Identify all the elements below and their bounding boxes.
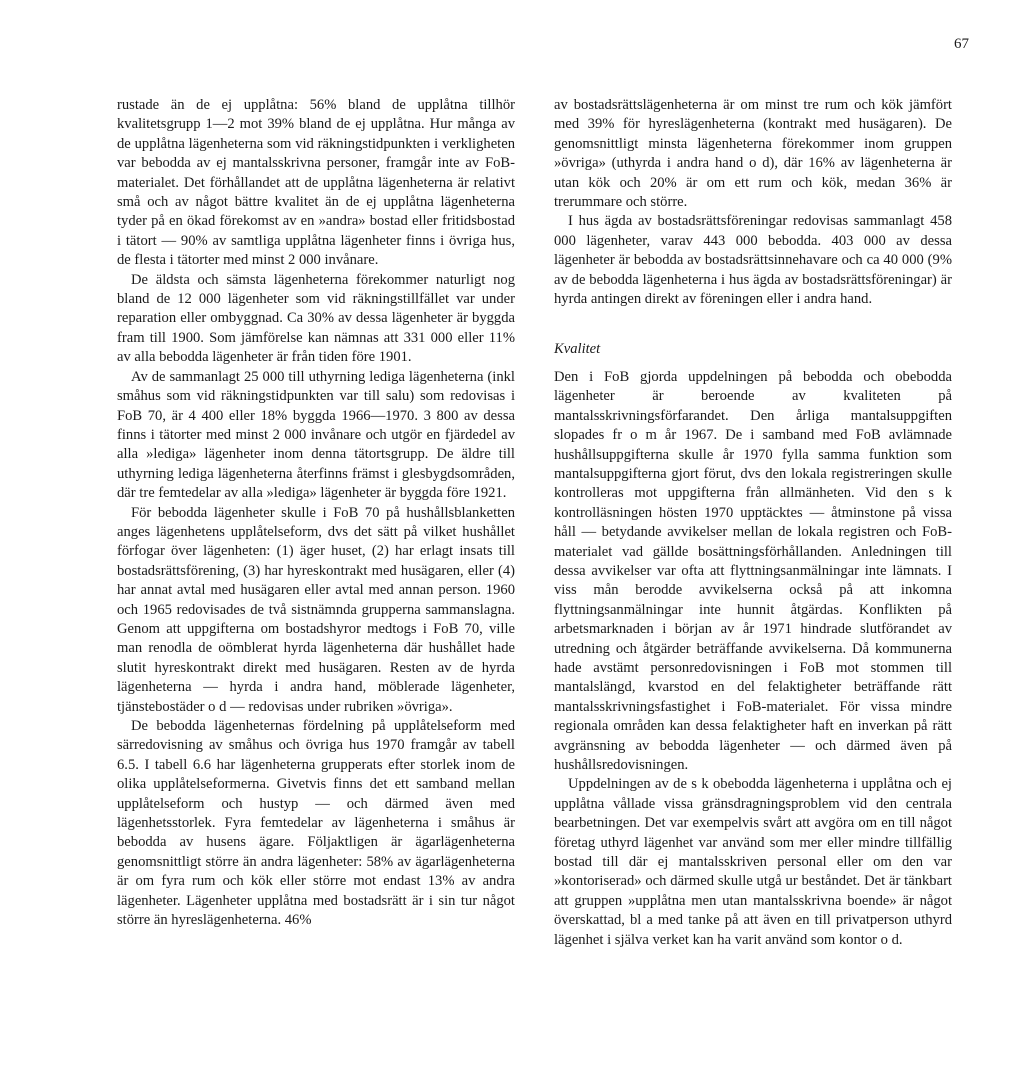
body-paragraph: av bostadsrättslägenheterna är om minst tre rum och kök jämfört med 39% för hyreslägenheterna (kontrakt med husägaren). De genomsnittligt minsta lägenheterna förekommer inom gruppen »övriga» (uthyrda i andra hand o d), där 16% av lägenheterna är utan kök och 20% är om ett rum och kök, medan 36% är trerummare och större.	[554, 97, 952, 211]
section-heading: Kvalitet	[554, 341, 601, 358]
right-column	[554, 96, 952, 950]
body-paragraph: De bebodda lägenheternas fördelning på upplåtelseform med särredovisning av småhus och övriga hus 1970 framgår av tabell 6.5. I tabell 6.6 har lägenheterna grupperats efter storlek inom de olika upplåtelseformerna. Givetvis finns det ett samband mellan upplåtelseform och hustyp — och därmed även med lägenhetsstorlek. Fyra femtedelar av lägenheterna i småhus är bebodda av husens ägare. Följaktligen är ägarlägenheterna genomsnittligt större än andra lägenheter: 58% av ägarlägenheterna är om fyra rum och kök eller större mot endast 13% av andra lägenheter. Lägenheter upplåtna med bostadsrätt är i sin tur något större än hyreslägenheterna. 46%	[117, 718, 515, 929]
body-paragraph: För bebodda lägenheter skulle i FoB 70 på hushållsblanketten anges lägenhetens upplåtelseform, dvs det sätt på vilket hushållet förfogar över lägenheten: (1) äger huset, (2) har erlagt insats till bostadsrättsförening, (3) har hyreskontrakt med husägaren, eller (4) har annat avtal med husägaren eller avtal med annan person. 1960 och 1965 redovisades de två sistnämnda grupperna sammanslagna. Genom att uppgifterna om bostadshyror medtogs i FoB 70, ville man renodla de oömblerat hyrda lägenheterna där hushållet hade slutit hyreskontrakt direkt med husägaren. Resten av de hyrda lägenheterna — hyrda i andra hand, möblerade lägenheter, tjänstebostäder o d — redovisas under rubriken »övriga».	[117, 504, 515, 715]
body-paragraph: Uppdelningen av de s k obebodda lägenheterna i upplåtna och ej upplåtna vållade vissa gränsdragningsproblem vid den centrala bearbetningen. Det var exempelvis svårt att avgöra om en till något företag uthyrd lägenhet var använd som mer eller mindre tillfällig bostad till där ej mantalsskriven personal eller om den var »kontoriserad» och därmed skulle utgå ur beståndet. Det är tänkbart att gruppen »upplåtna men utan mantalsskrivna boende» är något överskattad, bl a med tanke på att även en till privatperson uthyrd lägenhet i själva verket kan ha varit använd som kontor o d.	[554, 776, 952, 948]
body-paragraph: De äldsta och sämsta lägenheterna förekommer naturligt nog bland de 12 000 lägenheter som vid räkningstillfället var under reparation eller ombyggnad. Ca 30% av dessa lägenheter är byggda fram till 1900. Som jämförelse kan nämnas att 331 000 eller 11% av alla bebodda lägenheter är från tiden före 1901.	[117, 271, 515, 366]
left-column	[117, 96, 515, 930]
body-paragraph: Den i FoB gjorda uppdelningen på bebodda och obebodda lägenheter är beroende av kvaliteten på mantalsskrivningsförfarandet. Den årliga mantalsuppgiften slopades fr o m år 1967. De i samband med FoB avlämnade hushållsuppgifterna skulle år 1970 fylla samma funktion som mantalsuppgifterna gjort förut, dvs den lokala registreringen skulle kontrolleras mot uppgifterna från allmänheten. Vid den s k kontrolläsningen hösten 1970 upptäcktes — åtminstone på vissa håll — betydande avvikelser mellan de lokala registren och FoB-materialet vad gällde bosättningsförhållanden. Anledningen till dessa avvikelser var ofta att flyttningsanmälningar inte lämnats. I viss mån berodde avvikelserna också på att inkomna flyttningsanmälningar inte hunnit åtgärdas. Konflikten på arbetsmarknaden i början av år 1971 hindrade slutförandet av utredning och åtgärder beträffande avvikelserna. Då kommunerna hade avstämt personredovisningen i FoB mot stommen till mantalslängd, kvarstod en del felaktigheter beträffande rätt mantalsskrivningsfastighet i FoB-materialet. För vissa mindre regionala områden kan dessa felaktigheter haft en inverkan på rätt avgränsning av bebodda lägenheter — och därmed även på hushållsredovisningen.	[554, 368, 952, 773]
body-paragraph: rustade än de ej upplåtna: 56% bland de upplåtna tillhör kvalitetsgrupp 1—2 mot 39% bland de ej upplåtna. Hur många av de upplåtna lägenheterna som vid räkningstidpunkten i verkligheten var bebodda av ej mantalsskrivna personer, framgår inte av FoB-materialet. Det förhållandet att de upplåtna lägenheterna är relativt små och av något bättre kvalitet än de ej upplåtna lägenheterna tyder på en ökad förekomst av en »andra» bostad eller fritidsbostad i tätort — 90% av samtliga upplåtna lägenheter finns i övriga hus, de flesta i tätorter med minst 2 000 invånare.	[117, 97, 515, 269]
body-paragraph: I hus ägda av bostadsrättsföreningar redovisas sammanlagt 458 000 lägenheter, varav 443 000 bebodda. 403 000 av dessa lägenheter är bebodda av bostadsrättsinnehavare och ca 40 000 (9% av de bebodda lägenheterna i hus ägda av bostadsrättsföreningar) är hyrda antingen direkt av föreningen eller i andra hand.	[554, 213, 952, 308]
body-paragraph: Av de sammanlagt 25 000 till uthyrning lediga lägenheterna (inkl småhus som vid räkningstidpunkten var till salu) som redovisas i FoB 70, är 4 400 eller 18% byggda 1966—1970. 3 800 av dessa finns i tätorter med minst 2 000 invånare och utgör en fjärdedel av alla »lediga» lägenheter inom denna tätortsgrupp. De äldre till uthyrning lediga lägenheterna återfinns främst i glesbygdsområden, där tre femtedelar av alla »lediga» lägenheter är byggda före 1921.	[117, 368, 515, 502]
page-number: 67	[954, 36, 969, 52]
